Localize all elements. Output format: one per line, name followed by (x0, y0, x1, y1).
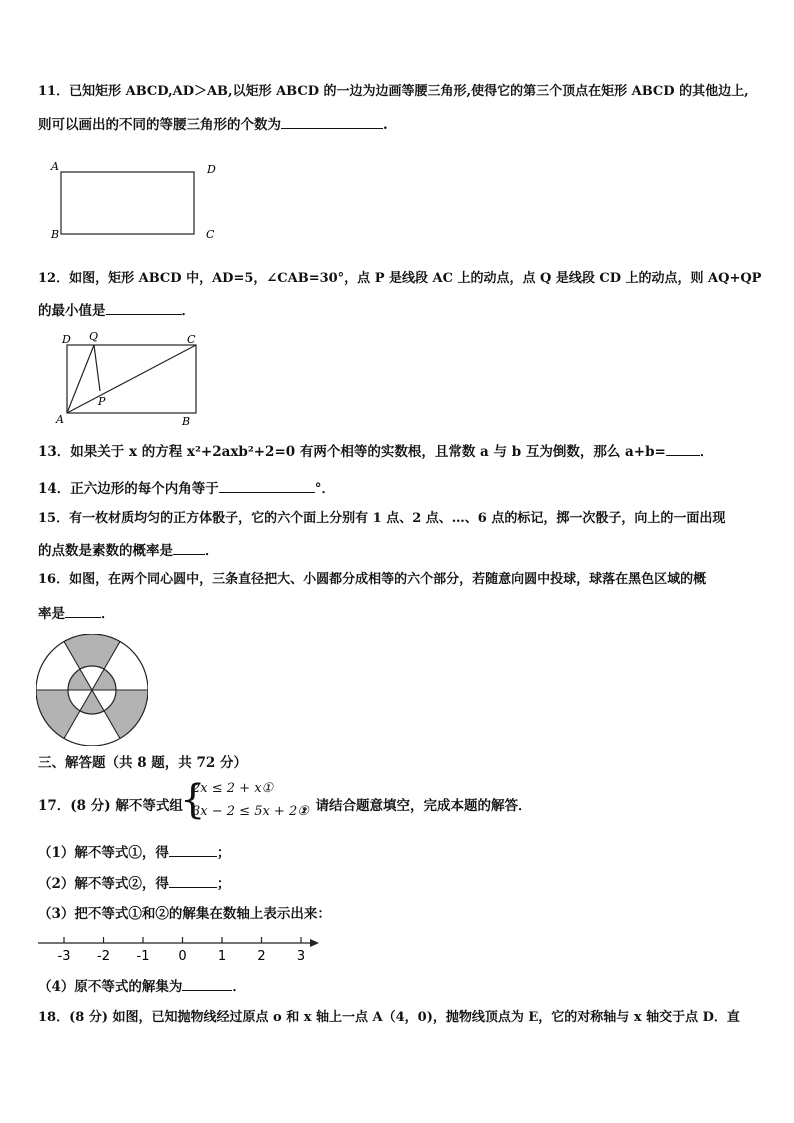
number-line-tick-label: 0 (178, 949, 187, 964)
q12-line2-end: ． (181, 303, 195, 319)
q17-inequality-1: 2x ≤ 2 + x① (192, 781, 274, 796)
q12-label-P: P (98, 395, 106, 408)
q16-line1: 16．如图，在两个同心圆中，三条直径把大、小圆都分成相等的六个部分，若随意向圆中投球，球落在黑色区域的概 (38, 572, 707, 587)
q17-step1-end: ； (216, 845, 231, 861)
q15-answer-blank (173, 541, 205, 555)
q11-label-A: A (51, 160, 59, 173)
q16-line2-text: 率是 (38, 606, 65, 622)
q11-label-B: B (51, 228, 60, 241)
q14-answer-blank (219, 479, 315, 493)
q13-text: 13．如果关于 x 的方程 x²+2axb²+2=0 有两个相等的实数根，且常数 a 与 b 互为倒数，那么 a+b= (38, 444, 666, 460)
q13-answer-blank (666, 442, 700, 456)
q17-number-line (36, 933, 326, 967)
q17-step4-blank (182, 977, 232, 991)
q17-step2-end: ； (216, 876, 231, 892)
q11-rectangle-figure (48, 160, 223, 242)
q12-answer-blank (106, 301, 182, 315)
q16-concentric-circles-figure (36, 634, 148, 746)
q12-label-B: B (182, 415, 191, 428)
number-line-tick-label: 1 (217, 949, 227, 964)
number-line-tick-label: -1 (136, 949, 150, 964)
q17-step2-blank (169, 874, 217, 888)
number-line-tick-label: 2 (257, 949, 266, 964)
number-line-tick-label: -3 (57, 949, 71, 964)
q11-label-D: D (207, 163, 216, 176)
q15-line2-end: ． (205, 543, 219, 559)
number-line-tick-label: -2 (97, 949, 110, 964)
q17-system-brace: { (180, 777, 206, 823)
q13-end: ． (699, 444, 714, 460)
section-3-title: 三、解答题（共 8 题，共 72 分） (38, 755, 247, 771)
number-line-arrow (310, 939, 319, 947)
q12-line2 (38, 301, 195, 320)
q17-step4-end: ． (232, 979, 246, 995)
q11-label-C: C (206, 228, 215, 241)
q12-label-C: C (187, 333, 196, 346)
q12-label-Q: Q (89, 330, 99, 343)
q16-answer-blank (65, 604, 101, 618)
q14-text: 14．正六边形的每个内角等于 (38, 481, 219, 497)
q11-line2-end: . (383, 117, 388, 133)
q12-diagonal-ac (67, 345, 196, 413)
number-line-tick-label: 3 (296, 949, 306, 964)
q17-step4 (38, 977, 246, 996)
q17-step2-text: （2）解不等式②，得 (38, 876, 169, 892)
q12-rectangle-figure (52, 328, 202, 428)
q18-line1: 18．(8 分) 如图，已知抛物线经过原点 o 和 x 轴上一点 A（4，0)，抛物线顶点为 E，它的对称轴与 x 轴交于点 D．直 (38, 1010, 740, 1025)
q17-step4-text: （4）原不等式的解集为 (38, 979, 183, 995)
q17-prefix: 17．(8 分) 解不等式组 (38, 798, 183, 814)
q12-label-D: D (62, 333, 71, 346)
q17-inequality-2: 3x − 2 ≤ 5x + 2② (192, 804, 309, 819)
q17-suffix: ，请结合题意填空，完成本题的解答． (302, 798, 532, 814)
q16-line2-end: ． (101, 606, 115, 622)
q13-line (38, 442, 713, 461)
q11-line1: 11．已知矩形 ABCD,AD＞AB,以矩形 ABCD 的一边为边画等腰三角形,使得它的第三个顶点在矩形 ABCD 的其他边上, (38, 84, 749, 99)
q11-line2-text: 则可以画出的不同的等腰三角形的个数为 (38, 117, 281, 133)
q14-end: °． (314, 481, 336, 497)
q12-segment-qp (94, 345, 100, 391)
q17-step1 (38, 843, 230, 862)
q12-segment-aq (67, 345, 94, 413)
q12-label-A: A (56, 413, 64, 426)
q15-line1: 15．有一枚材质均匀的正方体骰子，它的六个面上分别有 1 点、2 点、…、6 点的标记，掷一次骰子，向上的一面出现 (38, 511, 726, 526)
q12-line2-text: 的最小值是 (38, 303, 106, 319)
q16-line2 (38, 604, 115, 623)
q14-line (38, 479, 335, 498)
q11-line2 (38, 115, 388, 134)
q15-line2-text: 的点数是素数的概率是 (38, 543, 173, 559)
q17-step2 (38, 874, 230, 893)
q12-line1: 12．如图，矩形 ABCD 中，AD=5，∠CAB=30°，点 P 是线段 AC 上的动点，点 Q 是线段 CD 上的动点，则 AQ+QP (38, 271, 762, 286)
q11-answer-blank (281, 115, 383, 129)
q17-step3: （3）把不等式①和②的解集在数轴上表示出来： (38, 906, 331, 922)
q11-rectangle (61, 172, 194, 234)
q15-line2 (38, 541, 219, 560)
q17-step1-blank (169, 843, 217, 857)
q17-step1-text: （1）解不等式①，得 (38, 845, 169, 861)
